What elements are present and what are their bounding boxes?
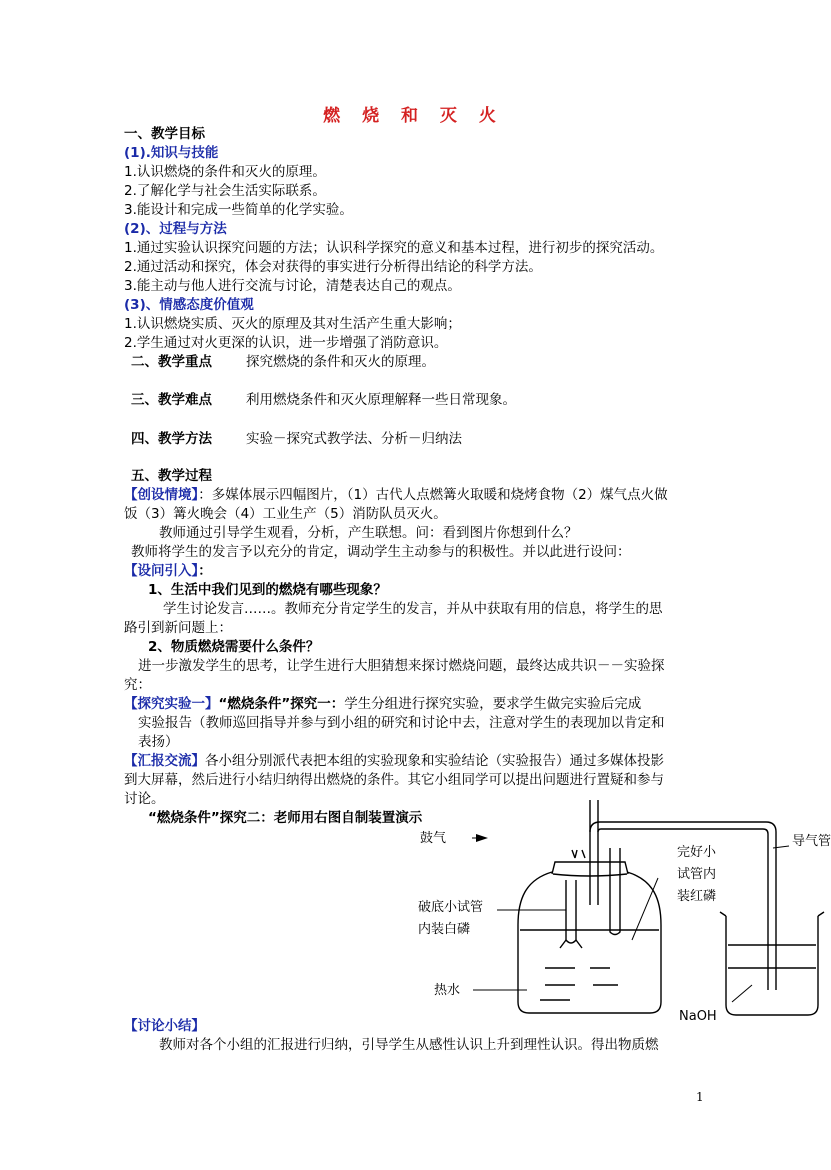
key-points-label: 二、教学重点 — [131, 354, 212, 370]
process-heading: (2)、过程与方法 — [124, 221, 227, 237]
red-phosphorus-label: 试管内 — [677, 867, 717, 882]
question-2: 2、物质燃烧需要什么条件？ — [148, 639, 320, 655]
question-intro-tag: 【设问引入】 — [124, 563, 199, 579]
difficulties-label: 三、教学难点 — [131, 392, 212, 408]
summary-tag-line — [124, 1017, 205, 1035]
page-number: 1 — [696, 1090, 704, 1104]
knowledge-item: 3.能设计和完成一些简单的化学实验。 — [124, 202, 353, 218]
question-intro-line: 【设问引入】： — [124, 563, 212, 579]
white-phosphorus-label: 破底小试管 — [418, 900, 484, 915]
difficulties-text: 利用燃烧条件和灭火原理解释一些日常现象。 — [246, 392, 516, 408]
report-text: 各小组分别派代表把本组的实验现象和实验结论（实验报告）通过多媒体投影 — [205, 753, 664, 769]
question-1-text: 学生讨论发言……。教师充分肯定学生的发言，并从中获取有用的信息，将学生的思 — [163, 601, 663, 617]
demo-heading: “燃烧条件”探究二：老师用右图自制装置演示 — [148, 810, 423, 826]
question-1-text-2: 路引到新问题上： — [124, 620, 232, 636]
experiment-text: 学生分组进行探究实验，要求学生做完实验后完成 — [344, 696, 642, 712]
attitude-item: 2.学生通过对火更深的认识，进一步增强了消防意识。 — [124, 335, 448, 351]
knowledge-item: 1.认识燃烧的条件和灭火的原理。 — [124, 164, 326, 180]
experiment-bold: “燃烧条件”探究一： — [218, 696, 345, 712]
scenario-text-4: 教师将学生的发言予以充分的肯定，调动学生主动参与的积极性。并以此进行设问： — [131, 544, 631, 560]
scenario-tag: 【创设情境】 — [124, 487, 199, 503]
scenario-text-3: 教师通过引导学生观看，分析，产生联想。问：看到图片你想到什么？ — [159, 525, 578, 541]
page-title: 燃 烧 和 灭 火 — [323, 106, 504, 126]
attitude-heading: (3)、情感态度价值观 — [124, 297, 254, 313]
report-text-3: 讨论。 — [124, 791, 165, 807]
naoh-label: NaOH — [679, 1009, 717, 1024]
scenario-text: ：多媒体展示四幅图片，（1）古代人点燃篝火取暖和烧烤食物（2）煤气点火做 — [198, 487, 668, 503]
inlet-tube — [590, 800, 598, 835]
hot-water-label: 热水 — [434, 983, 461, 998]
air-inlet-label: 鼓气 — [420, 831, 447, 846]
summary-tag: 【讨论小结】 — [124, 1018, 205, 1034]
question-1: 1、生活中我们见到的燃烧有哪些现象？ — [148, 582, 387, 598]
knowledge-item: 2.了解化学与社会生活实际联系。 — [124, 183, 326, 199]
red-p-tube — [610, 848, 620, 935]
experiment-text-3: 表扬） — [138, 734, 179, 750]
red-phosphorus-label: 装红磷 — [677, 889, 717, 904]
gas-tube-label: 导气管 — [792, 834, 831, 849]
process-item: 1.通过实验认识探究问题的方法；认识科学探究的意义和基本过程，进行初步的探究活动。 — [124, 240, 664, 256]
red-phosphorus-label: 完好小 — [677, 845, 717, 860]
experiment-tag: 【探究实验一】 — [124, 696, 219, 712]
beaker — [726, 916, 818, 1015]
knowledge-heading: (1).知识与技能 — [124, 145, 219, 161]
question-2-text-2: 究： — [124, 677, 151, 693]
experiment-text-2: 实验报告（教师巡回指导并参与到小组的研究和讨论中去，注意对学生的表现加以肯定和 — [138, 715, 665, 731]
white-p-tube — [566, 880, 576, 943]
question-2-text: 进一步激发学生的思考，让学生进行大胆猜想来探讨燃烧问题，最终达成共识－－实验探 — [138, 658, 665, 674]
methods-label: 四、教学方法 — [131, 431, 212, 447]
methods-text: 实验－探究式教学法、分析－归纳法 — [246, 431, 462, 447]
process-section-heading: 五、教学过程 — [131, 468, 212, 484]
report-tag: 【汇报交流】 — [124, 753, 205, 769]
key-points-text: 探究燃烧的条件和灭火的原理。 — [246, 354, 435, 370]
process-item: 3.能主动与他人进行交流与讨论，清楚表达自己的观点。 — [124, 278, 461, 294]
attitude-item: 1.认识燃烧实质、灭火的原理及其对生活产生重大影响； — [124, 316, 461, 332]
scenario-text-2: 饭（3）篝火晚会（4）工业生产（5）消防队员灭火。 — [124, 506, 447, 522]
process-item: 2.通过活动和探究，体会对获得的事实进行分析得出结论的科学方法。 — [124, 259, 542, 275]
white-phosphorus-label: 内装白磷 — [418, 922, 471, 937]
summary-text: 教师对各个小组的汇报进行归纳，引导学生从感性认识上升到理性认识。得出物质燃 — [159, 1037, 659, 1053]
report-text-2: 到大屏幕，然后进行小结归纳得出燃烧的条件。其它小组同学可以提出问题进行置疑和参与 — [124, 772, 664, 788]
section-objectives-heading: 一、教学目标 — [124, 126, 205, 142]
